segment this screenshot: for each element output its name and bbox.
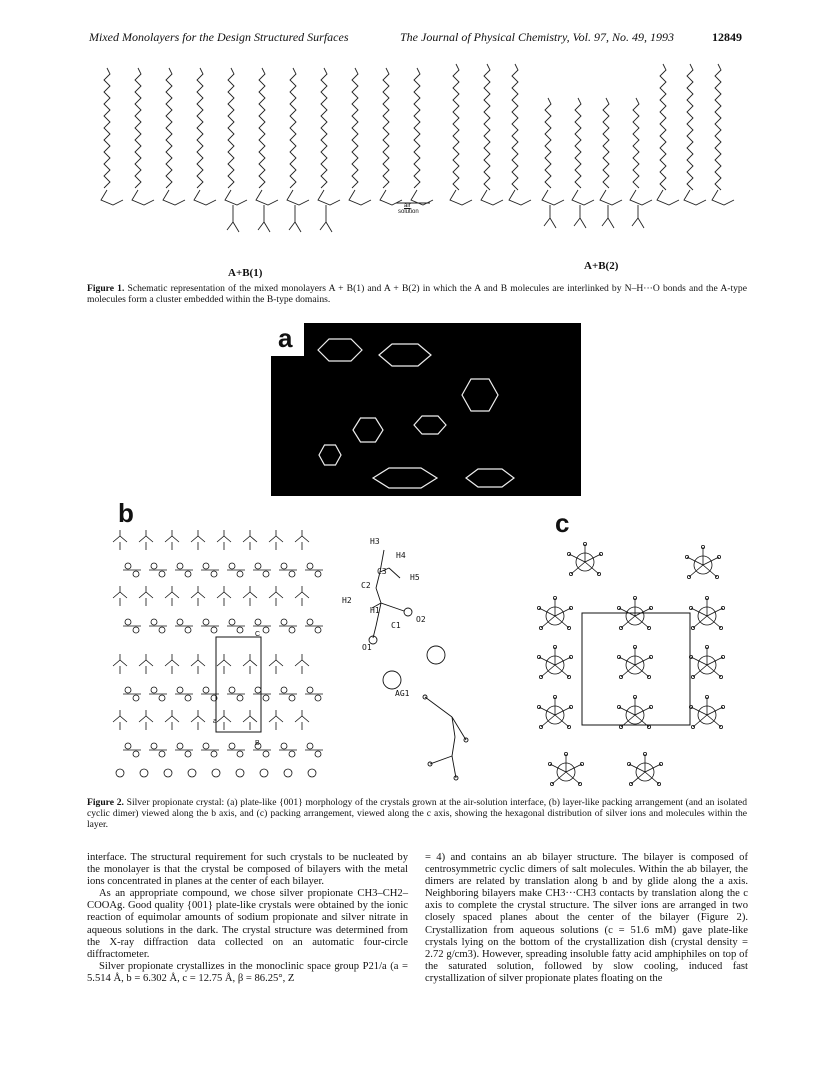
bond (635, 707, 651, 715)
label-ab1: A+B(1) (228, 267, 263, 279)
bond (555, 657, 571, 665)
atom-label-h3: H3 (370, 537, 380, 546)
bond (693, 665, 707, 677)
bond (539, 657, 555, 665)
svg-text:B: B (255, 740, 260, 747)
bond (635, 665, 649, 677)
bond (635, 608, 651, 616)
bond (619, 657, 635, 665)
svg-text:C: C (255, 631, 261, 638)
bond (619, 608, 635, 616)
atom-label-ag1: AG1 (395, 689, 410, 698)
bond (707, 715, 721, 727)
figure1-caption: Figure 1. Schematic representation of the mixed monolayers A + B(1) and A + B(2) in which the A and B molecules are interlinked by N–H···O bonds and the A-type molecules form a cluster embedded within the B-type domains. (87, 283, 747, 305)
paragraph: Silver propionate crystallizes in the monoclinic space group P21/a (a = 5.514 Å, b = 6.302 Å, c = 12.75 Å, β = 86.25°, Z (87, 960, 408, 984)
page-number: 12849 (712, 30, 742, 44)
panel-b-letter: b (118, 498, 134, 528)
bond (689, 565, 703, 577)
atom-label-h5: H5 (410, 573, 420, 582)
bond (555, 707, 571, 715)
atom-label-h2: H2 (342, 596, 352, 605)
figure2-caption: Figure 2. Silver propionate crystal: (a) plate-like {001} morphology of the crystals grown at the air-solution interface, (b) layer-like packing arrangement (and an isolated cyclic dimer) viewed along the b axis, and (c) packing arrangement, viewed along the c axis, showing the hexagonal distribution of silver ions and molecules within the layer. (87, 797, 747, 830)
panel-a-letter: a (278, 323, 293, 353)
bond (541, 665, 555, 677)
svg-text:a: a (213, 718, 217, 725)
bond (707, 707, 723, 715)
bond (550, 764, 566, 772)
body-left-column (87, 852, 408, 985)
bond (703, 557, 719, 565)
running-title: Mixed Monolayers for the Design Structured Surfaces (89, 30, 349, 44)
bond (541, 616, 555, 628)
bond (703, 565, 717, 577)
bond (571, 562, 585, 574)
bond (539, 608, 555, 616)
bond (621, 665, 635, 677)
atom-label-c2: C2 (361, 581, 371, 590)
bond (691, 608, 707, 616)
bond (541, 715, 555, 727)
bond (552, 772, 566, 784)
bond (691, 707, 707, 715)
bond (621, 616, 635, 628)
panel-c-letter: c (555, 508, 570, 538)
bond (555, 715, 569, 727)
bond (707, 616, 721, 628)
paragraph: = 4) and contains an ab bilayer structure. The bilayer is composed of centrosymmetric cyclic dimers of salt molecules. Within the ab bilayer, the dimers are related by translation along b and by glide along the a axis. Neighboring bilayers make CH3···CH3 contacts by translation along the c axis to complete the crystal structure. The silver ions are arranged in two closely spaced planes about the center of the bilayer (Figure 2). Crystallization from aqueous solutions (c = 51.6 mM) gave plate-like crystals lying on the bottom of the crystallization dish (crystal density = 2.72 g/cm3). However, spreading insoluble fatty acid amphiphiles on top of the saturated solution, followed by slow cooling, induced fast crystallization of silver propionate plates floating on the (425, 852, 748, 984)
bond (555, 608, 571, 616)
bond (693, 616, 707, 628)
bond (566, 764, 582, 772)
atom-label-o1: O1 (362, 643, 372, 652)
atom-label-h1: H1 (370, 606, 380, 615)
bond (631, 772, 645, 784)
paragraph: interface. The structural requirement for such crystals to be nucleated by the monolayer is that the crystal be composed of bilayers with the metal ions concentrated in planes at the center of each bilayer. (87, 852, 408, 888)
bond (707, 657, 723, 665)
air-label: air (404, 203, 411, 209)
body-right-column (425, 852, 748, 985)
bond (569, 554, 585, 562)
atom-label-h4: H4 (396, 551, 406, 560)
atom-label-o2: O2 (416, 615, 426, 624)
bond (555, 616, 569, 628)
bond (635, 616, 649, 628)
bond (707, 665, 721, 677)
atom-label-c3: C3 (377, 567, 387, 576)
solution-label: solution (398, 209, 419, 215)
bond (645, 764, 661, 772)
bond (539, 707, 555, 715)
bond (635, 657, 651, 665)
paragraph: As an appropriate compound, we chose silver propionate CH3–CH2–COOAg. Good quality {001} plate-like crystals were obtained by the ionic reaction of equimolar amounts of sodium propionate and silver nitrate in aqueous solutions in the dark. The crystal structure was determined from the X-ray diffraction data collected on an automatic four-circle diffractometer. (87, 888, 408, 960)
bond (585, 554, 601, 562)
bond (566, 772, 580, 784)
journal-citation: The Journal of Physical Chemistry, Vol. 97, No. 49, 1993 (400, 30, 674, 44)
bond (687, 557, 703, 565)
bond (707, 608, 723, 616)
label-ab2: A+B(2) (584, 260, 619, 272)
bond (619, 707, 635, 715)
bond (645, 772, 659, 784)
bond (629, 764, 645, 772)
bond (693, 715, 707, 727)
bond (691, 657, 707, 665)
atom-label-c1: C1 (391, 621, 401, 630)
bond (555, 665, 569, 677)
bond (585, 562, 599, 574)
